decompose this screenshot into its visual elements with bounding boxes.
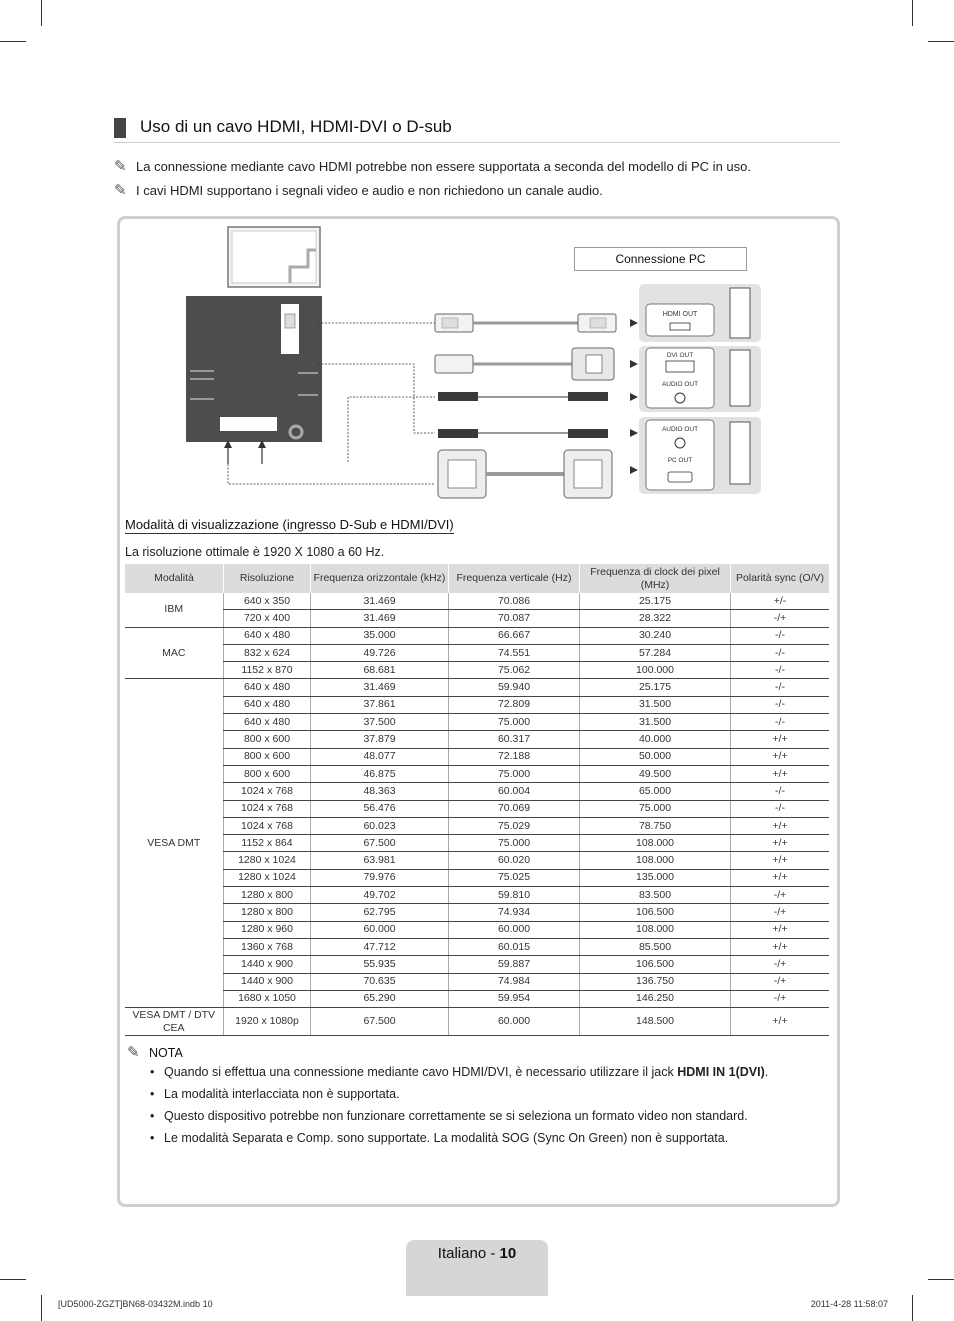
table-cell: 1280 x 800 [224,904,311,921]
table-row [125,593,830,610]
table-row [125,887,830,904]
table-cell: 75.000 [580,800,731,817]
table-cell: 74.551 [449,644,580,661]
table-cell: 31.500 [580,696,731,713]
table-cell: -/- [731,679,830,696]
table-cell: +/+ [731,748,830,765]
table-cell: 1152 x 870 [224,662,311,679]
table-cell: -/- [731,662,830,679]
table-cell: 1024 x 768 [224,800,311,817]
footer-file: [UD5000-ZGZT]BN68-03432M.indb 10 [58,1299,213,1309]
table-cell: 59.810 [449,887,580,904]
table-cell: 59.954 [449,990,580,1007]
table-cell: 62.795 [311,904,449,921]
table-cell: 49.702 [311,887,449,904]
table-cell: 1440 x 900 [224,956,311,973]
table-row [125,800,830,817]
resolution-note: La risoluzione ottimale è 1920 X 1080 a 60 Hz. [125,545,385,559]
table-cell: -/+ [731,973,830,990]
table-cell: 800 x 600 [224,765,311,782]
table-cell: -/- [731,696,830,713]
pc-panel-dvi [639,346,761,412]
pc-panel-dsub [639,417,761,494]
table-row [125,1008,830,1036]
table-row [125,938,830,955]
table-cell: 1152 x 864 [224,835,311,852]
table-cell: 720 x 400 [224,610,311,627]
table-cell: 108.000 [580,921,731,938]
table-cell: 1024 x 768 [224,817,311,834]
table-cell: 60.020 [449,852,580,869]
hdmi-out-label: HDMI OUT [662,311,698,318]
table-cell: 108.000 [580,835,731,852]
jack-name: HDMI IN 1(DVI) [677,1065,765,1079]
table-cell: -/+ [731,887,830,904]
table-cell: 28.322 [580,610,731,627]
modes-table-body [125,593,830,1036]
table-cell: -/- [731,714,830,731]
bullet-text: Questo dispositivo potrebbe non funzionare correttamente se si seleziona un formato video non standard. [164,1109,748,1123]
table-cell: 135.000 [580,869,731,886]
tv-back-panel [186,296,322,442]
note-text: I cavi HDMI supportano i segnali video e audio e non richiedono un canale audio. [136,183,603,198]
table-row [125,817,830,834]
table-cell: 75.000 [449,765,580,782]
table-row [125,627,830,644]
section-title: Uso di un cavo HDMI, HDMI-DVI o D-sub [140,117,452,136]
bullet-icon: • [150,1109,155,1123]
table-cell: 72.809 [449,696,580,713]
pencil-icon: ✎ [127,1044,140,1061]
col-header: Frequenza verticale (Hz) [449,564,580,593]
table-cell: 37.500 [311,714,449,731]
col-header: Polarità sync (O/V) [731,564,830,593]
bullet-icon: • [150,1131,155,1145]
table-cell: 68.681 [311,662,449,679]
table-cell: +/+ [731,765,830,782]
table-row [125,869,830,886]
crop-mark [41,0,42,26]
note-text: La connessione mediante cavo HDMI potrebbe non essere supportata a seconda del modello di PC in uso. [136,159,751,174]
table-cell: 25.175 [580,679,731,696]
pencil-icon: ✎ [114,182,127,199]
section-header [114,116,840,143]
table-cell: 75.000 [449,714,580,731]
table-header-row [125,564,830,593]
table-row [125,990,830,1007]
pc-panel-hdmi [639,284,761,342]
table-cell: 72.188 [449,748,580,765]
crop-mark [912,0,913,26]
table-cell: +/+ [731,1008,830,1036]
table-cell: 48.077 [311,748,449,765]
table-cell: -/+ [731,956,830,973]
table-row [125,696,830,713]
table-cell: 31.469 [311,679,449,696]
table-cell: 640 x 480 [224,714,311,731]
tv-outline-icon [228,227,320,287]
table-cell: 75.000 [449,835,580,852]
table-row [125,904,830,921]
nota-bullet [150,1131,728,1145]
hdmi-cable [435,314,638,332]
table-cell: -/- [731,644,830,661]
table-cell: 67.500 [311,835,449,852]
dsub-cable [438,450,638,498]
table-row [125,610,830,627]
table-cell: 59.887 [449,956,580,973]
table-cell: 75.062 [449,662,580,679]
page-language: Italiano - [437,1245,500,1262]
table-row [125,956,830,973]
section-bar [114,118,126,138]
table-row [125,765,830,782]
table-row [125,714,830,731]
table-cell: -/+ [731,610,830,627]
table-cell: 800 x 600 [224,731,311,748]
table-cell: -/+ [731,990,830,1007]
table-cell: -/- [731,783,830,800]
table-row [125,783,830,800]
note-line [114,181,603,199]
table-cell: 800 x 600 [224,748,311,765]
mode-group-cell: IBM [125,593,224,627]
table-cell: 46.875 [311,765,449,782]
nota-bullet [150,1109,748,1123]
table-cell: 31.469 [311,593,449,610]
table-cell: +/+ [731,817,830,834]
table-row [125,835,830,852]
table-cell: 25.175 [580,593,731,610]
table-cell: 74.984 [449,973,580,990]
table-cell: +/+ [731,852,830,869]
crop-mark [0,1279,26,1280]
table-cell: 67.500 [311,1008,449,1036]
table-cell: 60.000 [449,1008,580,1036]
table-cell: 1280 x 960 [224,921,311,938]
crop-mark [41,1295,42,1321]
table-cell: 31.469 [311,610,449,627]
table-cell: 148.500 [580,1008,731,1036]
nota-heading [127,1043,183,1061]
bullet-text: Le modalità Separata e Comp. sono supportate. La modalità SOG (Sync On Green) non è supportata. [164,1131,729,1145]
table-cell: 57.284 [580,644,731,661]
bullet-text: Quando si effettua una connessione mediante cavo HDMI/DVI, è necessario utilizzare il jack [164,1065,678,1079]
nota-title: NOTA [149,1046,183,1060]
table-cell: 640 x 480 [224,627,311,644]
table-cell: 37.861 [311,696,449,713]
col-header: Risoluzione [224,564,311,593]
table-cell: 40.000 [580,731,731,748]
crop-mark [0,41,26,42]
table-cell: 640 x 480 [224,679,311,696]
dvi-out-label: DVI OUT [666,352,694,359]
connection-diagram [180,222,770,500]
table-cell: 70.635 [311,973,449,990]
table-cell: 60.015 [449,938,580,955]
table-cell: 31.500 [580,714,731,731]
table-cell: 108.000 [580,852,731,869]
table-cell: 100.000 [580,662,731,679]
table-cell: 70.087 [449,610,580,627]
table-cell: 63.981 [311,852,449,869]
table-cell: 146.250 [580,990,731,1007]
table-cell: -/+ [731,904,830,921]
table-cell: 1680 x 1050 [224,990,311,1007]
table-cell: 106.500 [580,956,731,973]
table-cell: 49.500 [580,765,731,782]
table-cell: +/+ [731,835,830,852]
mode-group-cell: VESA DMT / DTV CEA [125,1008,224,1036]
table-cell: 832 x 624 [224,644,311,661]
audio-cable [438,429,638,438]
table-cell: 48.363 [311,783,449,800]
table-row [125,852,830,869]
bullet-end: . [764,1065,769,1079]
table-cell: -/- [731,800,830,817]
nota-bullet [150,1065,768,1079]
table-cell: 640 x 350 [224,593,311,610]
table-row [125,921,830,938]
audio-out-label: AUDIO OUT [661,426,699,433]
connection-label: Connessione PC [574,247,747,271]
page-number-tab [406,1240,548,1296]
table-cell: +/+ [731,869,830,886]
modes-title: Modalità di visualizzazione (ingresso D-Sub e HDMI/DVI) [125,517,454,532]
note-line [114,157,751,175]
crop-mark [912,1295,913,1321]
table-row [125,644,830,661]
table-cell: 106.500 [580,904,731,921]
table-cell: 70.086 [449,593,580,610]
table-cell: 60.000 [449,921,580,938]
bullet-icon: • [150,1087,155,1101]
table-cell: 136.750 [580,973,731,990]
table-cell: 83.500 [580,887,731,904]
bullet-text: La modalità interlacciata non è supportata. [164,1087,400,1101]
table-cell: 60.004 [449,783,580,800]
tv-input-arrows [224,440,266,464]
table-cell: 55.935 [311,956,449,973]
audio-out-label: AUDIO OUT [661,381,699,388]
table-row [125,748,830,765]
table-cell: 1360 x 768 [224,938,311,955]
pc-out-label: PC OUT [667,457,693,464]
table-cell: 56.476 [311,800,449,817]
table-cell: 49.726 [311,644,449,661]
table-cell: 65.000 [580,783,731,800]
col-header: Modalità [125,564,224,593]
table-cell: +/+ [731,938,830,955]
table-cell: 47.712 [311,938,449,955]
table-cell: 65.290 [311,990,449,1007]
mode-group-cell: MAC [125,627,224,679]
table-cell: 50.000 [580,748,731,765]
table-cell: 1280 x 800 [224,887,311,904]
table-cell: 70.069 [449,800,580,817]
table-cell: 66.667 [449,627,580,644]
page-label [406,1245,548,1262]
table-cell: 30.240 [580,627,731,644]
table-cell: 79.976 [311,869,449,886]
table-row [125,662,830,679]
table-cell: 59.940 [449,679,580,696]
hdmi-dvi-cable [435,348,638,380]
table-cell: 74.934 [449,904,580,921]
modes-table [124,564,829,1036]
table-cell: 60.000 [311,921,449,938]
table-cell: 37.879 [311,731,449,748]
table-cell: +/- [731,593,830,610]
table-cell: 640 x 480 [224,696,311,713]
table-cell: 1280 x 1024 [224,869,311,886]
table-cell: 75.029 [449,817,580,834]
page-number: 10 [499,1245,517,1262]
table-cell: 1440 x 900 [224,973,311,990]
table-cell: +/+ [731,731,830,748]
table-cell: -/- [731,627,830,644]
footer-timestamp: 2011-4-28 11:58:07 [810,1299,888,1309]
table-cell: 60.023 [311,817,449,834]
col-header: Frequenza orizzontale (kHz) [311,564,449,593]
table-cell: 35.000 [311,627,449,644]
table-cell: 78.750 [580,817,731,834]
pencil-icon: ✎ [114,158,127,175]
table-row [125,731,830,748]
table-cell: +/+ [731,921,830,938]
table-cell: 60.317 [449,731,580,748]
crop-mark [928,41,954,42]
table-cell: 85.500 [580,938,731,955]
mode-group-cell: VESA DMT [125,679,224,1008]
crop-mark [928,1279,954,1280]
table-cell: 75.025 [449,869,580,886]
table-cell: 1024 x 768 [224,783,311,800]
table-row [125,679,830,696]
bullet-icon: • [150,1065,155,1079]
audio-cable [438,392,638,401]
table-cell: 1920 x 1080p [224,1008,311,1036]
col-header: Frequenza di clock dei pixel (MHz) [580,564,731,593]
table-row [125,973,830,990]
nota-bullet [150,1087,400,1101]
table-cell: 1280 x 1024 [224,852,311,869]
